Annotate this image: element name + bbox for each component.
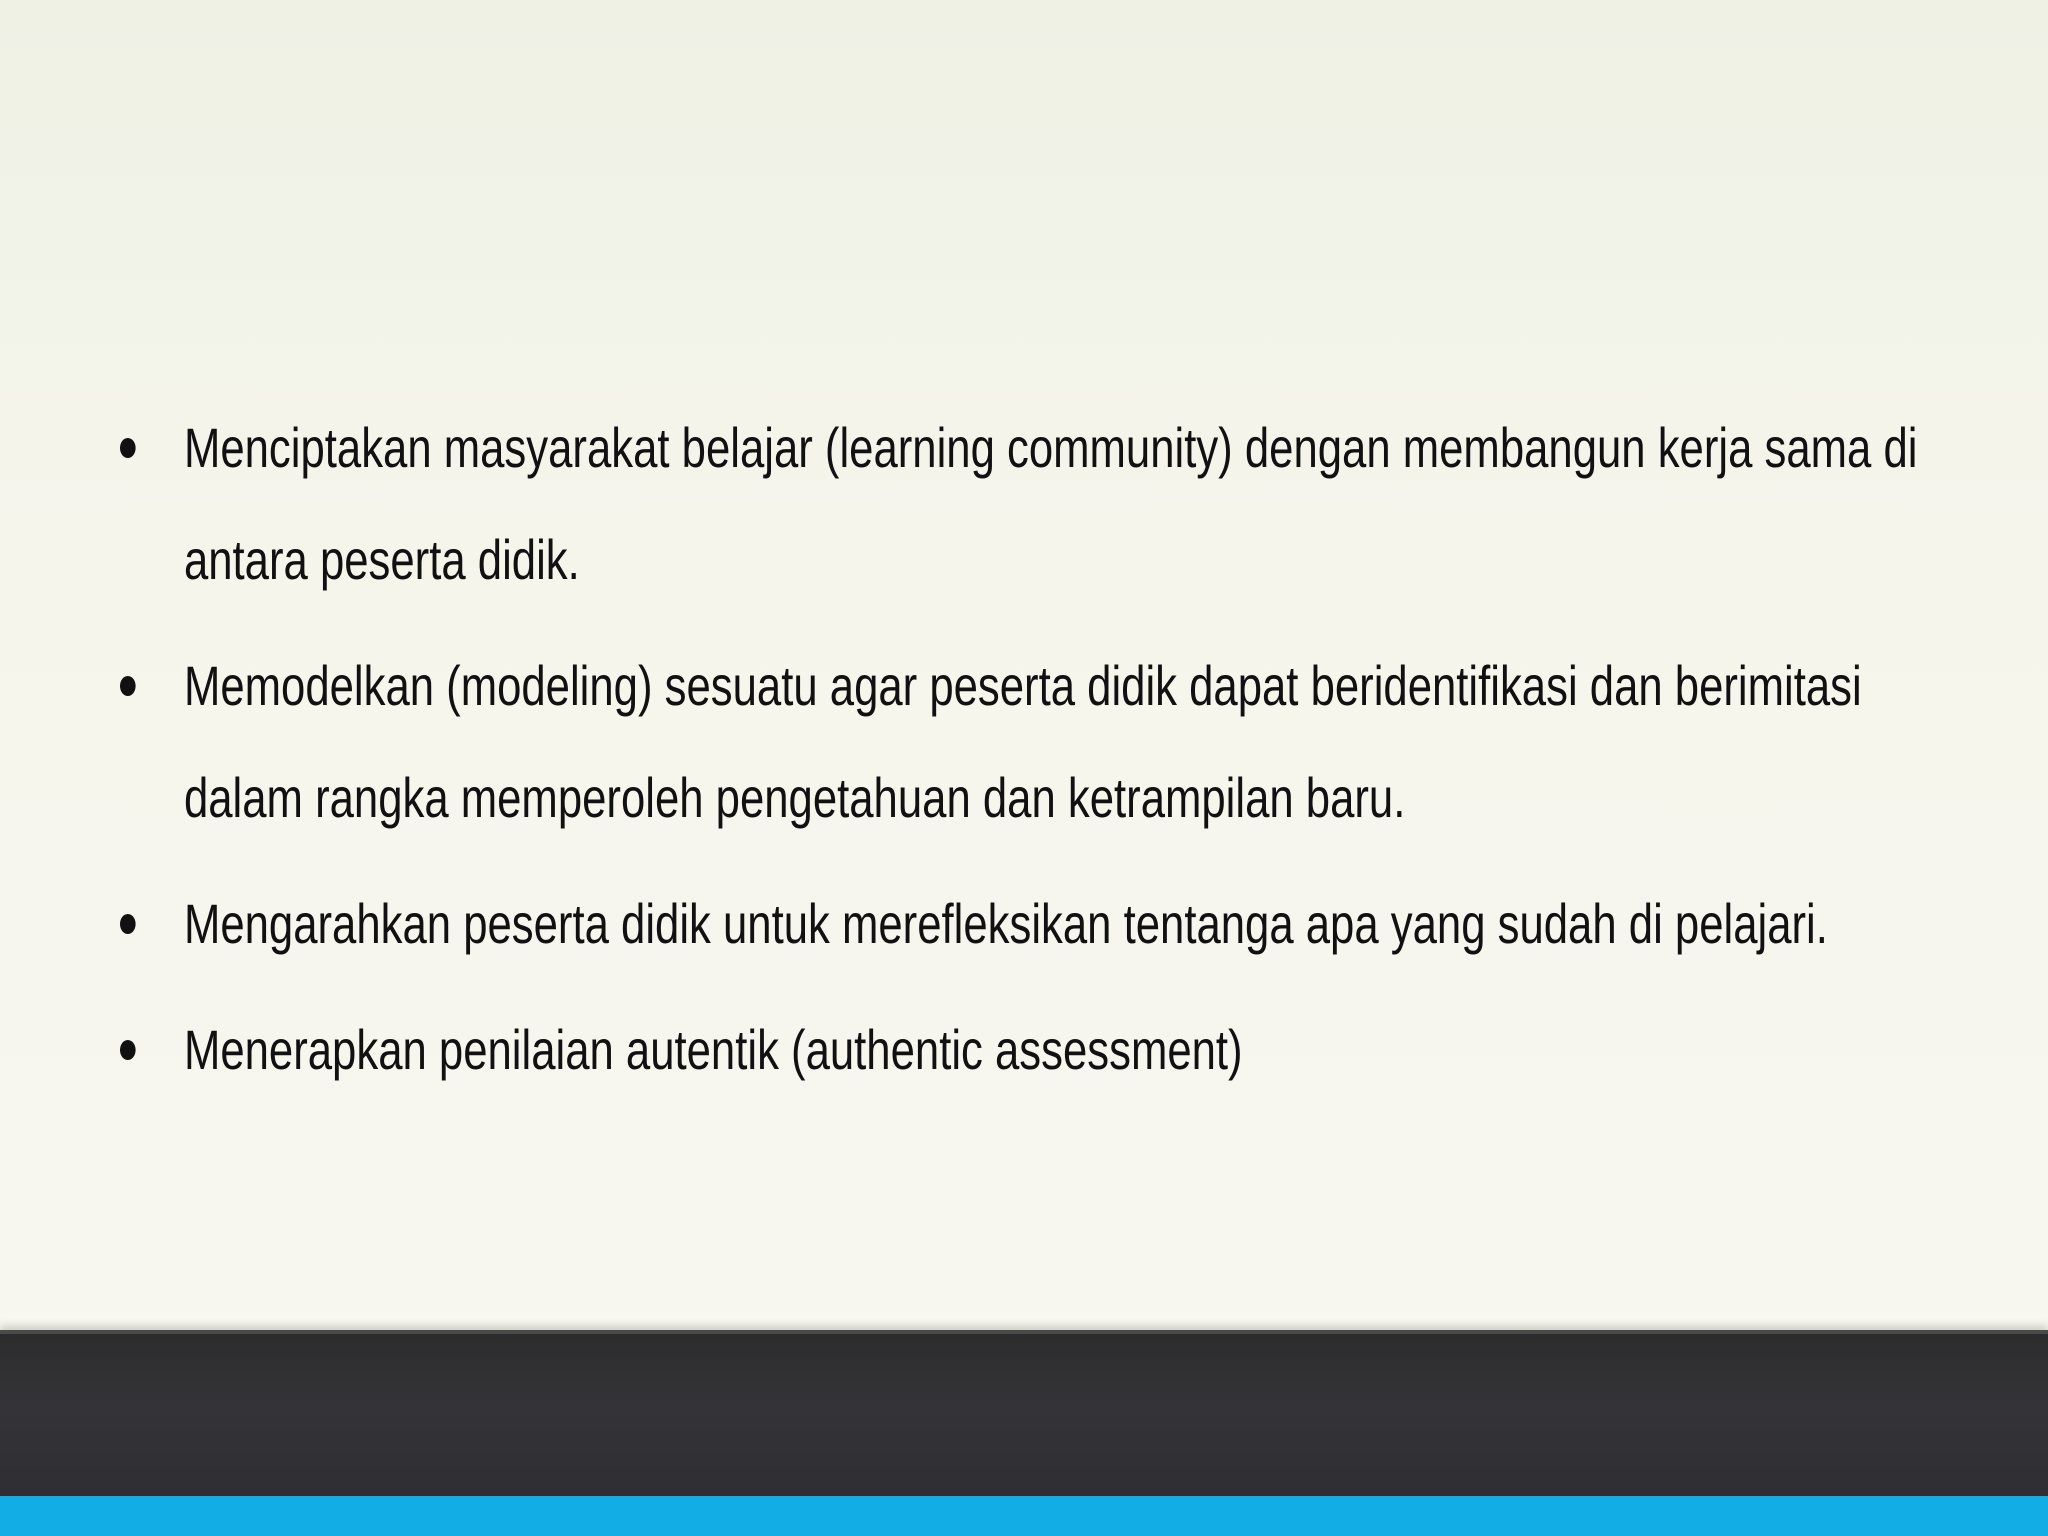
bullet-text: Memodelkan (modeling) sesuatu agar peserta didik dapat beridentifikasi dan berimitasi dalam rangka memperoleh pengetahuan dan ketrampilan baru.: [183, 654, 1862, 829]
slide-content: [120, 392, 1920, 1120]
accent-strip: [0, 1496, 2048, 1536]
bullet-text: Mengarahkan peserta didik untuk merefleksikan tentanga apa yang sudah di pelajari.: [183, 892, 1828, 955]
bullet-item: [120, 994, 1978, 1106]
bullet-item: [120, 868, 1978, 980]
footer-band: [0, 1330, 2048, 1496]
bullet-dot-icon: [120, 676, 136, 696]
bullet-dot-icon: [120, 1040, 136, 1060]
bullet-item: [120, 630, 1978, 854]
bullet-dot-icon: [120, 438, 136, 458]
bullet-text: Menerapkan penilaian autentik (authentic assessment): [183, 1018, 1243, 1081]
bullet-list: [120, 392, 1920, 1106]
bullet-item: [120, 392, 1978, 616]
bullet-dot-icon: [120, 914, 136, 934]
bullet-text: Menciptakan masyarakat belajar (learning community) dengan membangun kerja sama di antara peserta didik.: [183, 416, 1918, 591]
